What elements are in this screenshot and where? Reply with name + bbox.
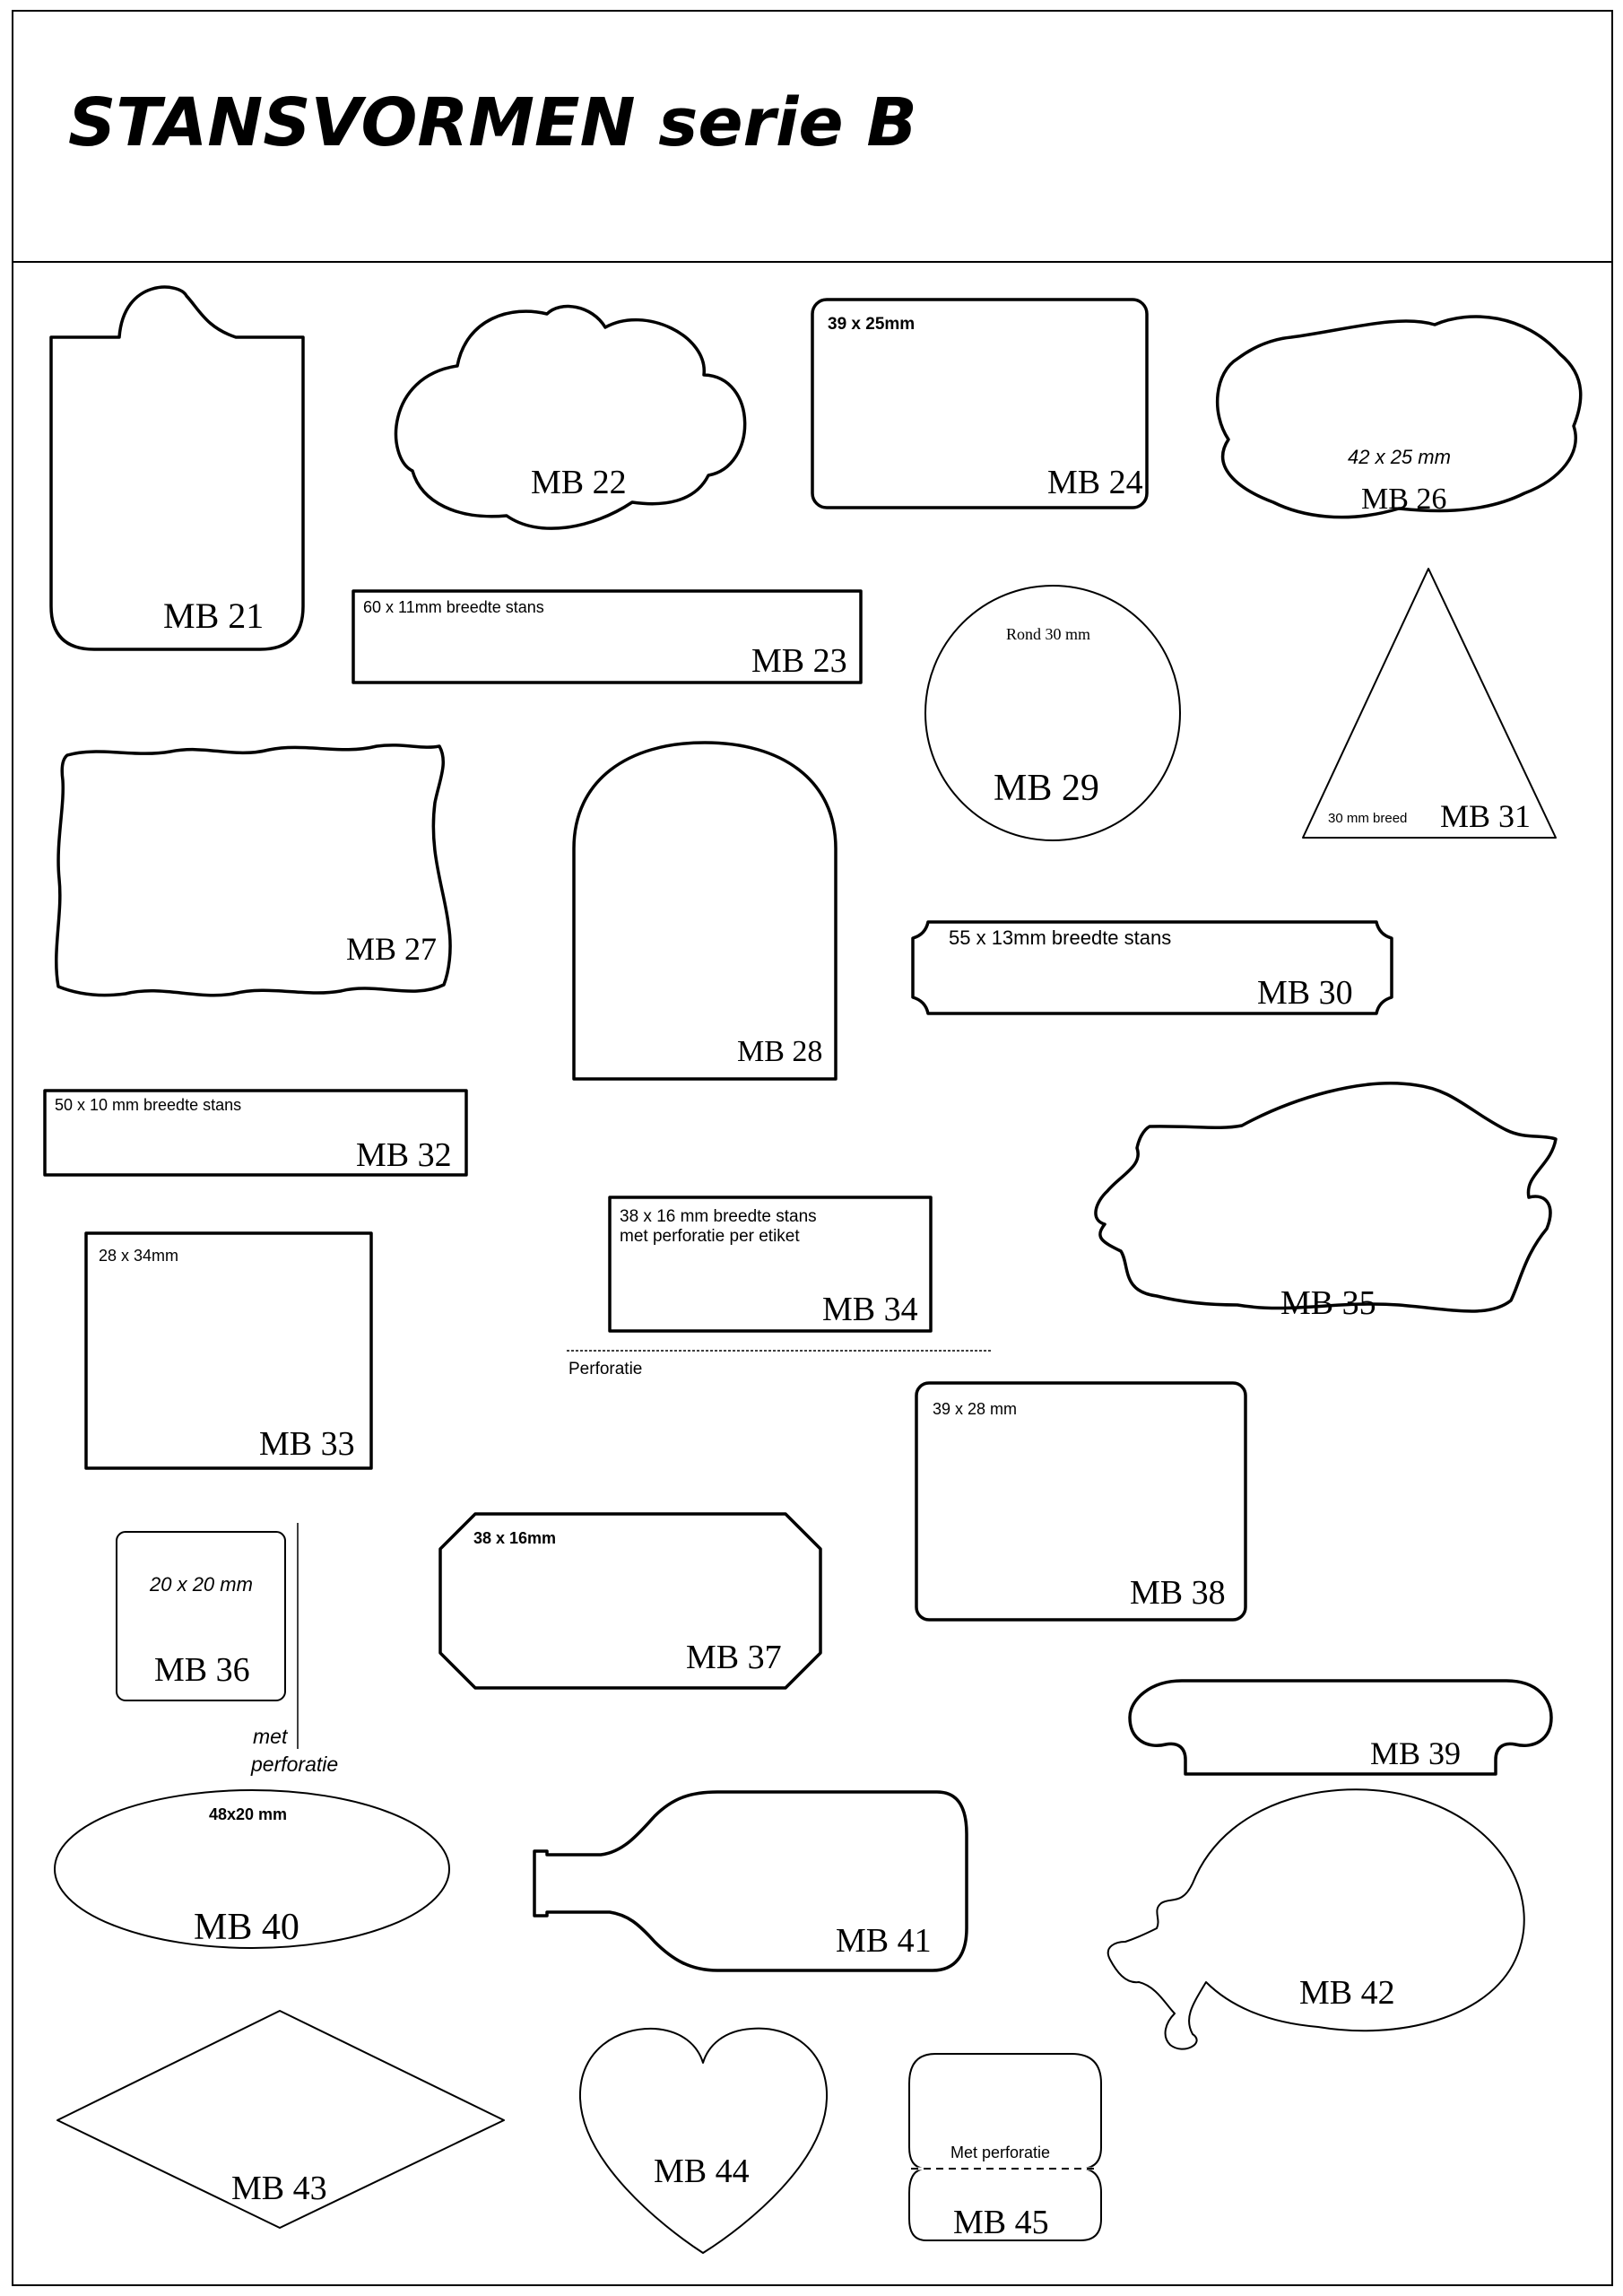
code-mb27: MB 27 [346,931,438,967]
note-mb30: 55 x 13mm breedte stans [949,926,1172,949]
note-mb40: 48x20 mm [209,1805,288,1823]
code-mb40: MB 40 [194,1907,299,1948]
code-mb34: MB 34 [822,1291,918,1328]
code-mb35: MB 35 [1280,1284,1376,1322]
code-mb32: MB 32 [356,1136,452,1174]
code-mb38: MB 38 [1130,1574,1226,1612]
code-mb42: MB 42 [1299,1974,1395,2012]
shape-mb28 [574,743,836,1079]
note-mb45: Met perforatie [950,2144,1051,2161]
perforation-label-mb36-line2: perforatie [251,1752,339,1776]
code-mb43: MB 43 [231,2170,327,2207]
page-title: STANSVORMEN serie B [68,84,917,161]
code-mb23: MB 23 [751,642,847,680]
note-mb37: 38 x 16mm [473,1529,557,1547]
note-mb23: 60 x 11mm breedte stans [363,598,544,616]
shape-mb35 [1096,1083,1556,1311]
code-mb22: MB 22 [531,464,627,501]
perforation-label-mb36-line1: met [253,1725,288,1748]
code-mb26: MB 26 [1361,483,1447,516]
note-mb38: 39 x 28 mm [933,1400,1018,1418]
note-mb32: 50 x 10 mm breedte stans [55,1096,242,1114]
code-mb24: MB 24 [1047,464,1143,501]
code-mb21: MB 21 [163,596,265,636]
code-mb30: MB 30 [1257,974,1353,1012]
code-mb29: MB 29 [994,768,1099,809]
code-mb41: MB 41 [836,1922,932,1960]
note-mb29: Rond 30 mm [1006,625,1091,643]
perforation-label-mb34: Perforatie [568,1360,643,1378]
code-mb28: MB 28 [737,1035,823,1068]
note-mb36: 20 x 20 mm [150,1573,253,1596]
code-mb37: MB 37 [686,1639,782,1676]
code-mb36: MB 36 [154,1651,250,1689]
shape-mb31 [1303,569,1556,838]
shape-mb44 [580,2029,827,2253]
note-mb34-line1: 38 x 16 mm breedte stans [620,1207,817,1226]
note-mb31: 30 mm breed [1328,811,1408,826]
note-mb26: 42 x 25 mm [1348,446,1451,468]
code-mb39: MB 39 [1370,1735,1462,1771]
code-mb31: MB 31 [1440,798,1532,834]
shape-mb39 [1130,1681,1551,1774]
note-mb33: 28 x 34mm [99,1247,179,1265]
code-mb33: MB 33 [259,1425,355,1463]
note-mb24: 39 x 25mm [828,315,916,334]
note-mb34-line2: met perforatie per etiket [620,1227,800,1246]
code-mb45: MB 45 [953,2204,1049,2241]
code-mb44: MB 44 [654,2152,750,2190]
